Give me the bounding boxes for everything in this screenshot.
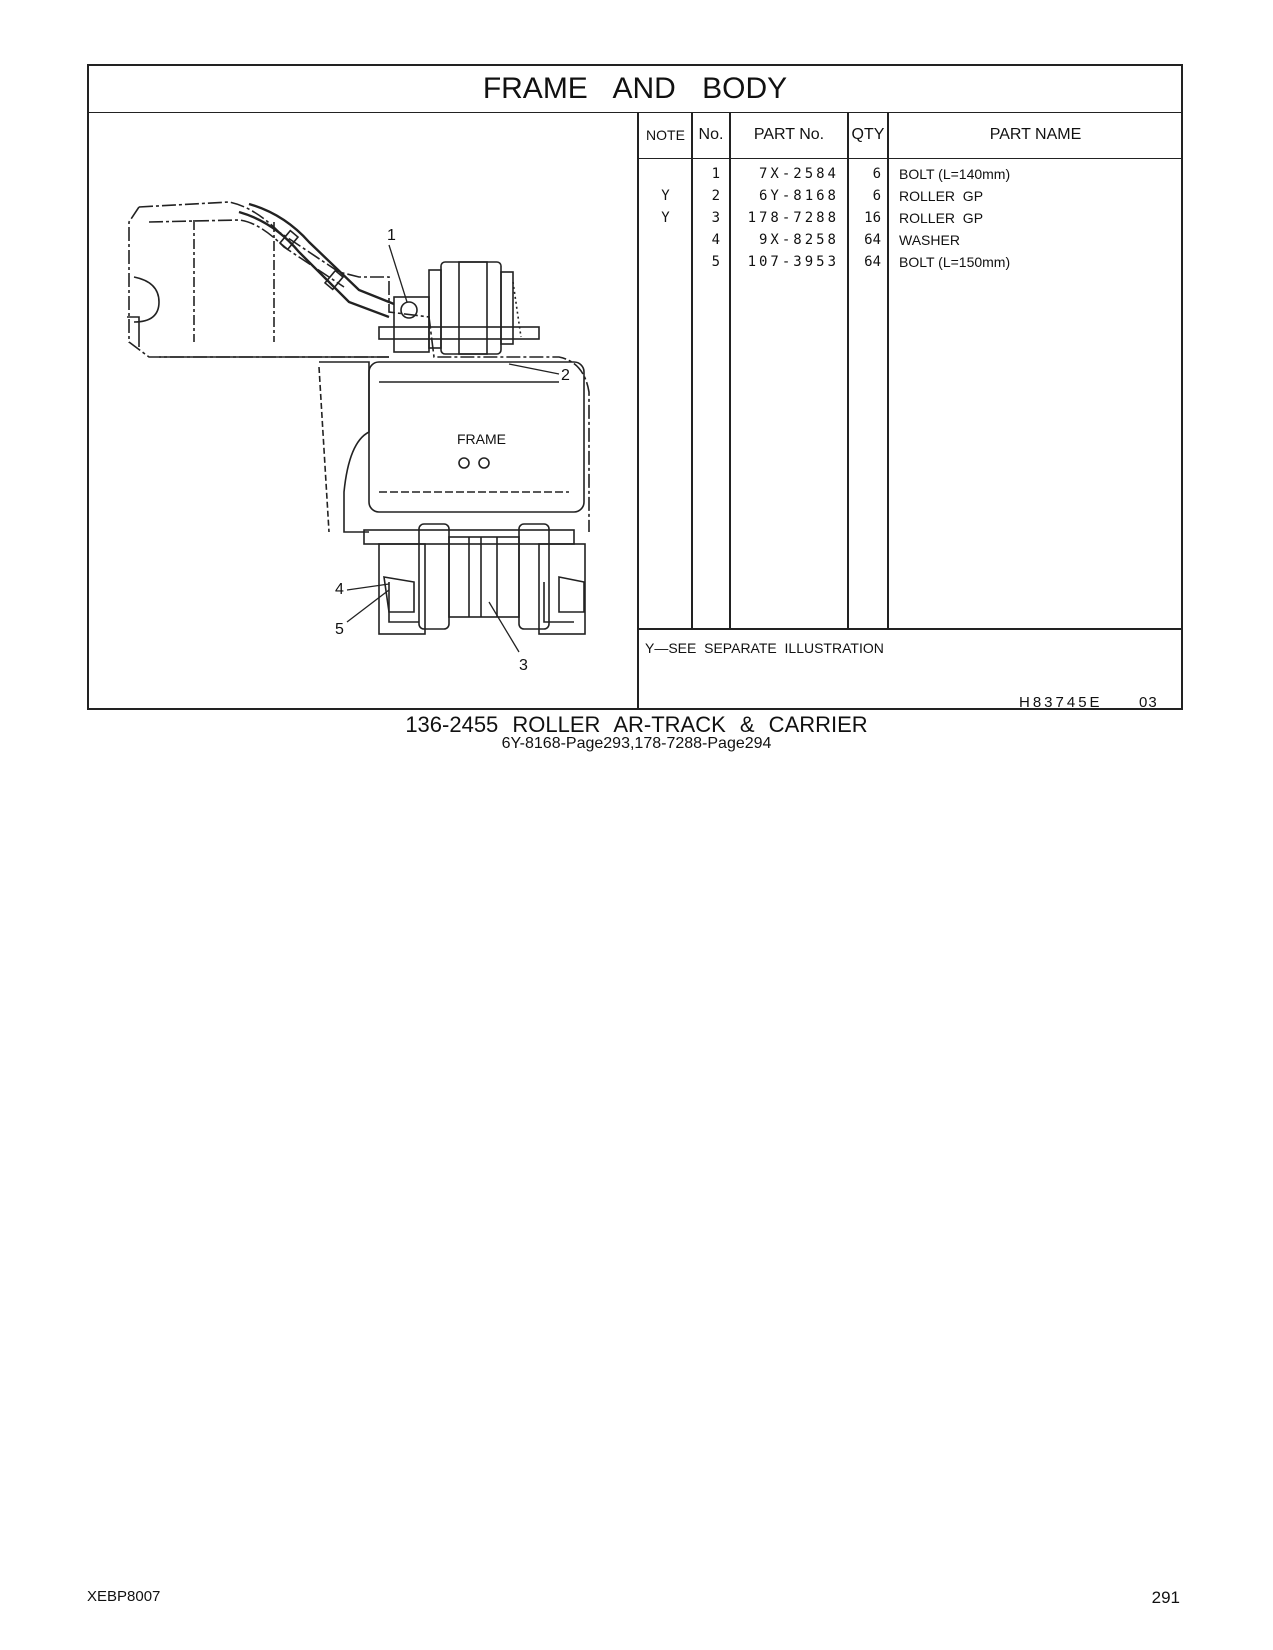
parts-illustration xyxy=(89,112,637,710)
frame-label: FRAME xyxy=(457,431,506,447)
parts-frame xyxy=(87,64,1183,710)
row-number: 1 xyxy=(711,166,720,182)
group-caption: 136-2455 ROLLER AR-TRACK & CARRIER xyxy=(405,712,868,737)
header-note: NOTE xyxy=(646,127,685,143)
row-part-no: 7X-2584 xyxy=(758,166,839,182)
table-row xyxy=(639,254,1183,277)
footnote-divider xyxy=(639,628,1183,630)
footnote: Y—SEE SEPARATE ILLUSTRATION xyxy=(645,640,884,656)
row-qty: 64 xyxy=(864,254,881,270)
row-note: Y xyxy=(661,210,670,226)
row-number: 2 xyxy=(711,188,720,204)
row-number: 4 xyxy=(711,232,720,248)
group-cross-reference: 6Y-8168-Page293,178-7288-Page294 xyxy=(501,735,772,752)
row-qty: 6 xyxy=(872,188,881,204)
row-part-no: 9X-8258 xyxy=(758,232,839,248)
page-number: 291 xyxy=(1151,1588,1180,1607)
table-row xyxy=(639,188,1183,211)
document-id: XEBP8007 xyxy=(87,1588,161,1605)
callout-3: 3 xyxy=(519,657,528,674)
header-qty: QTY xyxy=(851,126,885,143)
header-no: No. xyxy=(698,126,724,143)
row-part-no: 178-7288 xyxy=(747,210,839,226)
illustration-ref-revision: 03 xyxy=(1139,694,1158,711)
row-part-name: ROLLER GP xyxy=(899,210,984,226)
callout-5: 5 xyxy=(335,621,344,638)
row-number: 3 xyxy=(711,210,720,226)
parts-table xyxy=(639,112,1183,710)
table-body xyxy=(639,158,1183,628)
row-note: Y xyxy=(661,188,670,204)
callout-4: 4 xyxy=(335,581,344,598)
table-row xyxy=(639,210,1183,233)
section-title: FRAME AND BODY xyxy=(89,66,1181,113)
callout-1: 1 xyxy=(387,227,396,244)
row-part-name: ROLLER GP xyxy=(899,188,984,204)
row-qty: 6 xyxy=(872,166,881,182)
row-part-name: BOLT (L=140mm) xyxy=(899,166,1011,182)
table-header xyxy=(639,112,1183,159)
header-part-no: PART No. xyxy=(753,126,825,143)
table-row xyxy=(639,232,1183,255)
row-number: 5 xyxy=(711,254,720,270)
callout-2: 2 xyxy=(561,367,570,384)
frame-drawing xyxy=(89,112,637,710)
row-part-no: 107-3953 xyxy=(747,254,839,270)
row-qty: 16 xyxy=(864,210,881,226)
row-part-no: 6Y-8168 xyxy=(758,188,839,204)
row-qty: 64 xyxy=(864,232,881,248)
table-row xyxy=(639,166,1183,189)
row-part-name: WASHER xyxy=(899,232,960,248)
row-part-name: BOLT (L=150mm) xyxy=(899,254,1011,270)
illustration-ref-code: H83745E xyxy=(1019,694,1103,711)
header-part-name: PART NAME xyxy=(989,126,1082,143)
